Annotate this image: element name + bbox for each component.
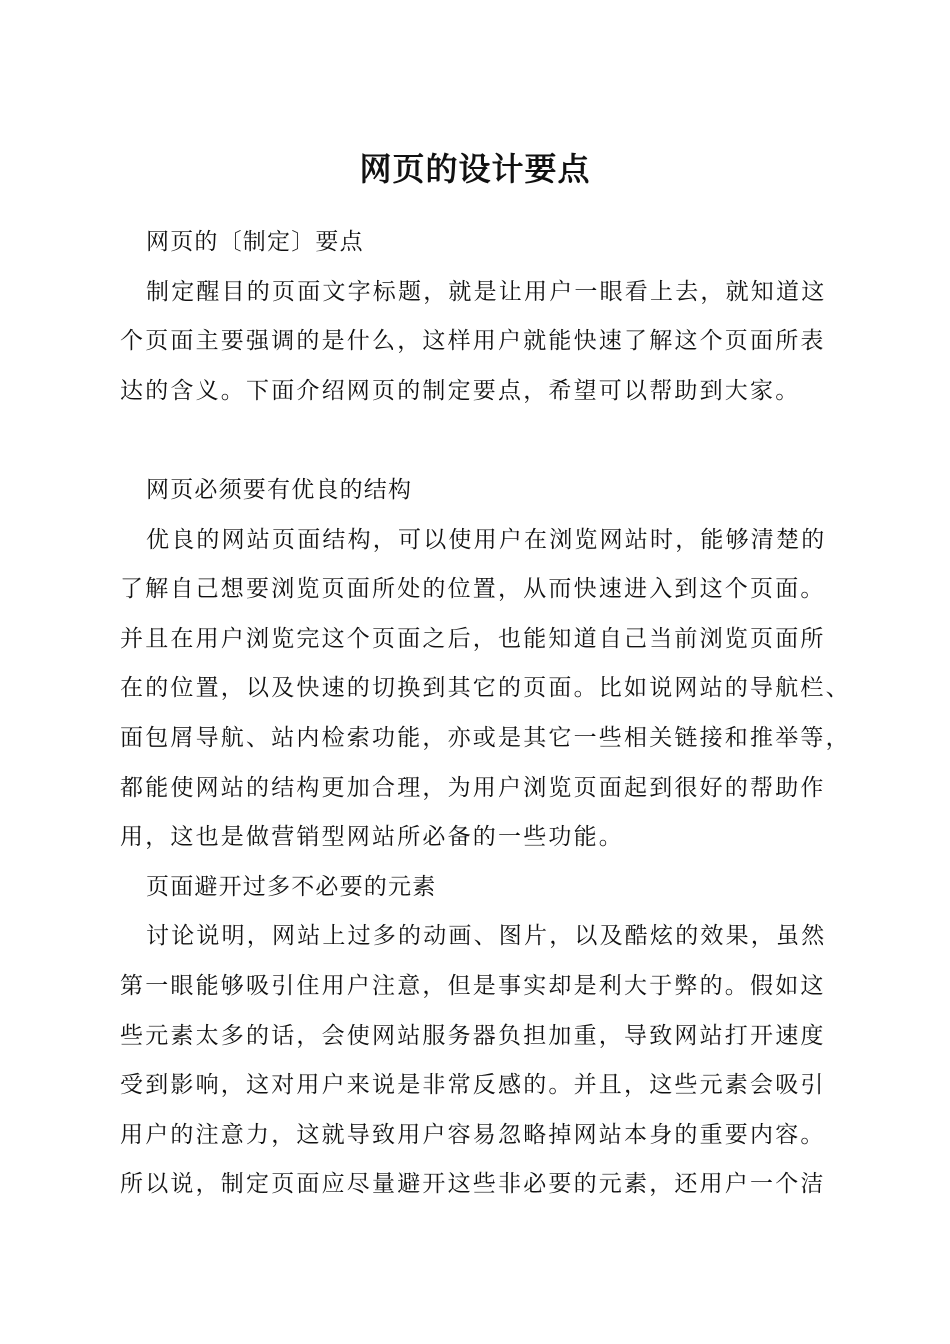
paragraph-line: 第一眼能够吸引住用户注意，但是事实却是利大于弊的。假如这	[120, 972, 826, 999]
blank-line	[120, 416, 838, 466]
paragraph-line: 制定醒目的页面文字标题，就是让用户一眼看上去，就知道这	[146, 278, 827, 305]
section-heading: 网页必须要有优良的结构	[146, 476, 413, 503]
paragraph-line: 都能使网站的结构更加合理，为用户浏览页面起到很好的帮助作	[120, 774, 826, 801]
paragraph-line: 用，这也是做营销型网站所必备的一些功能。	[120, 824, 624, 851]
paragraph-line: 达的含义。下面介绍网页的制定要点，希望可以帮助到大家。	[120, 377, 801, 404]
paragraph-line: 在的位置，以及快速的切换到其它的页面。比如说网站的导航栏、	[120, 675, 851, 702]
paragraph-line: 并且在用户浏览完这个页面之后，也能知道自己当前浏览页面所	[120, 625, 826, 652]
paragraph-line: 用户的注意力，这就导致用户容易忽略掉网站本身的重要内容。	[120, 1121, 826, 1148]
paragraph-line: 个页面主要强调的是什么，这样用户就能快速了解这个页面所表	[120, 328, 826, 355]
page-title: 网页的设计要点	[359, 150, 591, 188]
document-body	[120, 218, 851, 1210]
paragraph-line: 受到影响，这对用户来说是非常反感的。并且，这些元素会吸引	[120, 1072, 826, 1099]
paragraph-line: 些元素太多的话，会使网站服务器负担加重，导致网站打开速度	[120, 1022, 826, 1049]
section-heading: 网页的〔制定〕要点	[146, 229, 364, 255]
paragraph-line: 了解自己想要浏览页面所处的位置，从而快速进入到这个页面。	[120, 576, 826, 603]
paragraph-line: 所以说，制定页面应尽量避开这些非必要的元素，还用户一个洁	[120, 1171, 826, 1198]
paragraph-line: 面包屑导航、站内检索功能，亦或是其它一些相关链接和推举等，	[120, 724, 851, 751]
section-heading: 页面避开过多不必要的元素	[146, 873, 437, 900]
paragraph-line: 优良的网站页面结构，可以使用户在浏览网站时，能够清楚的	[146, 526, 827, 553]
paragraph-line: 讨论说明，网站上过多的动画、图片，以及酷炫的效果，虽然	[146, 923, 827, 950]
